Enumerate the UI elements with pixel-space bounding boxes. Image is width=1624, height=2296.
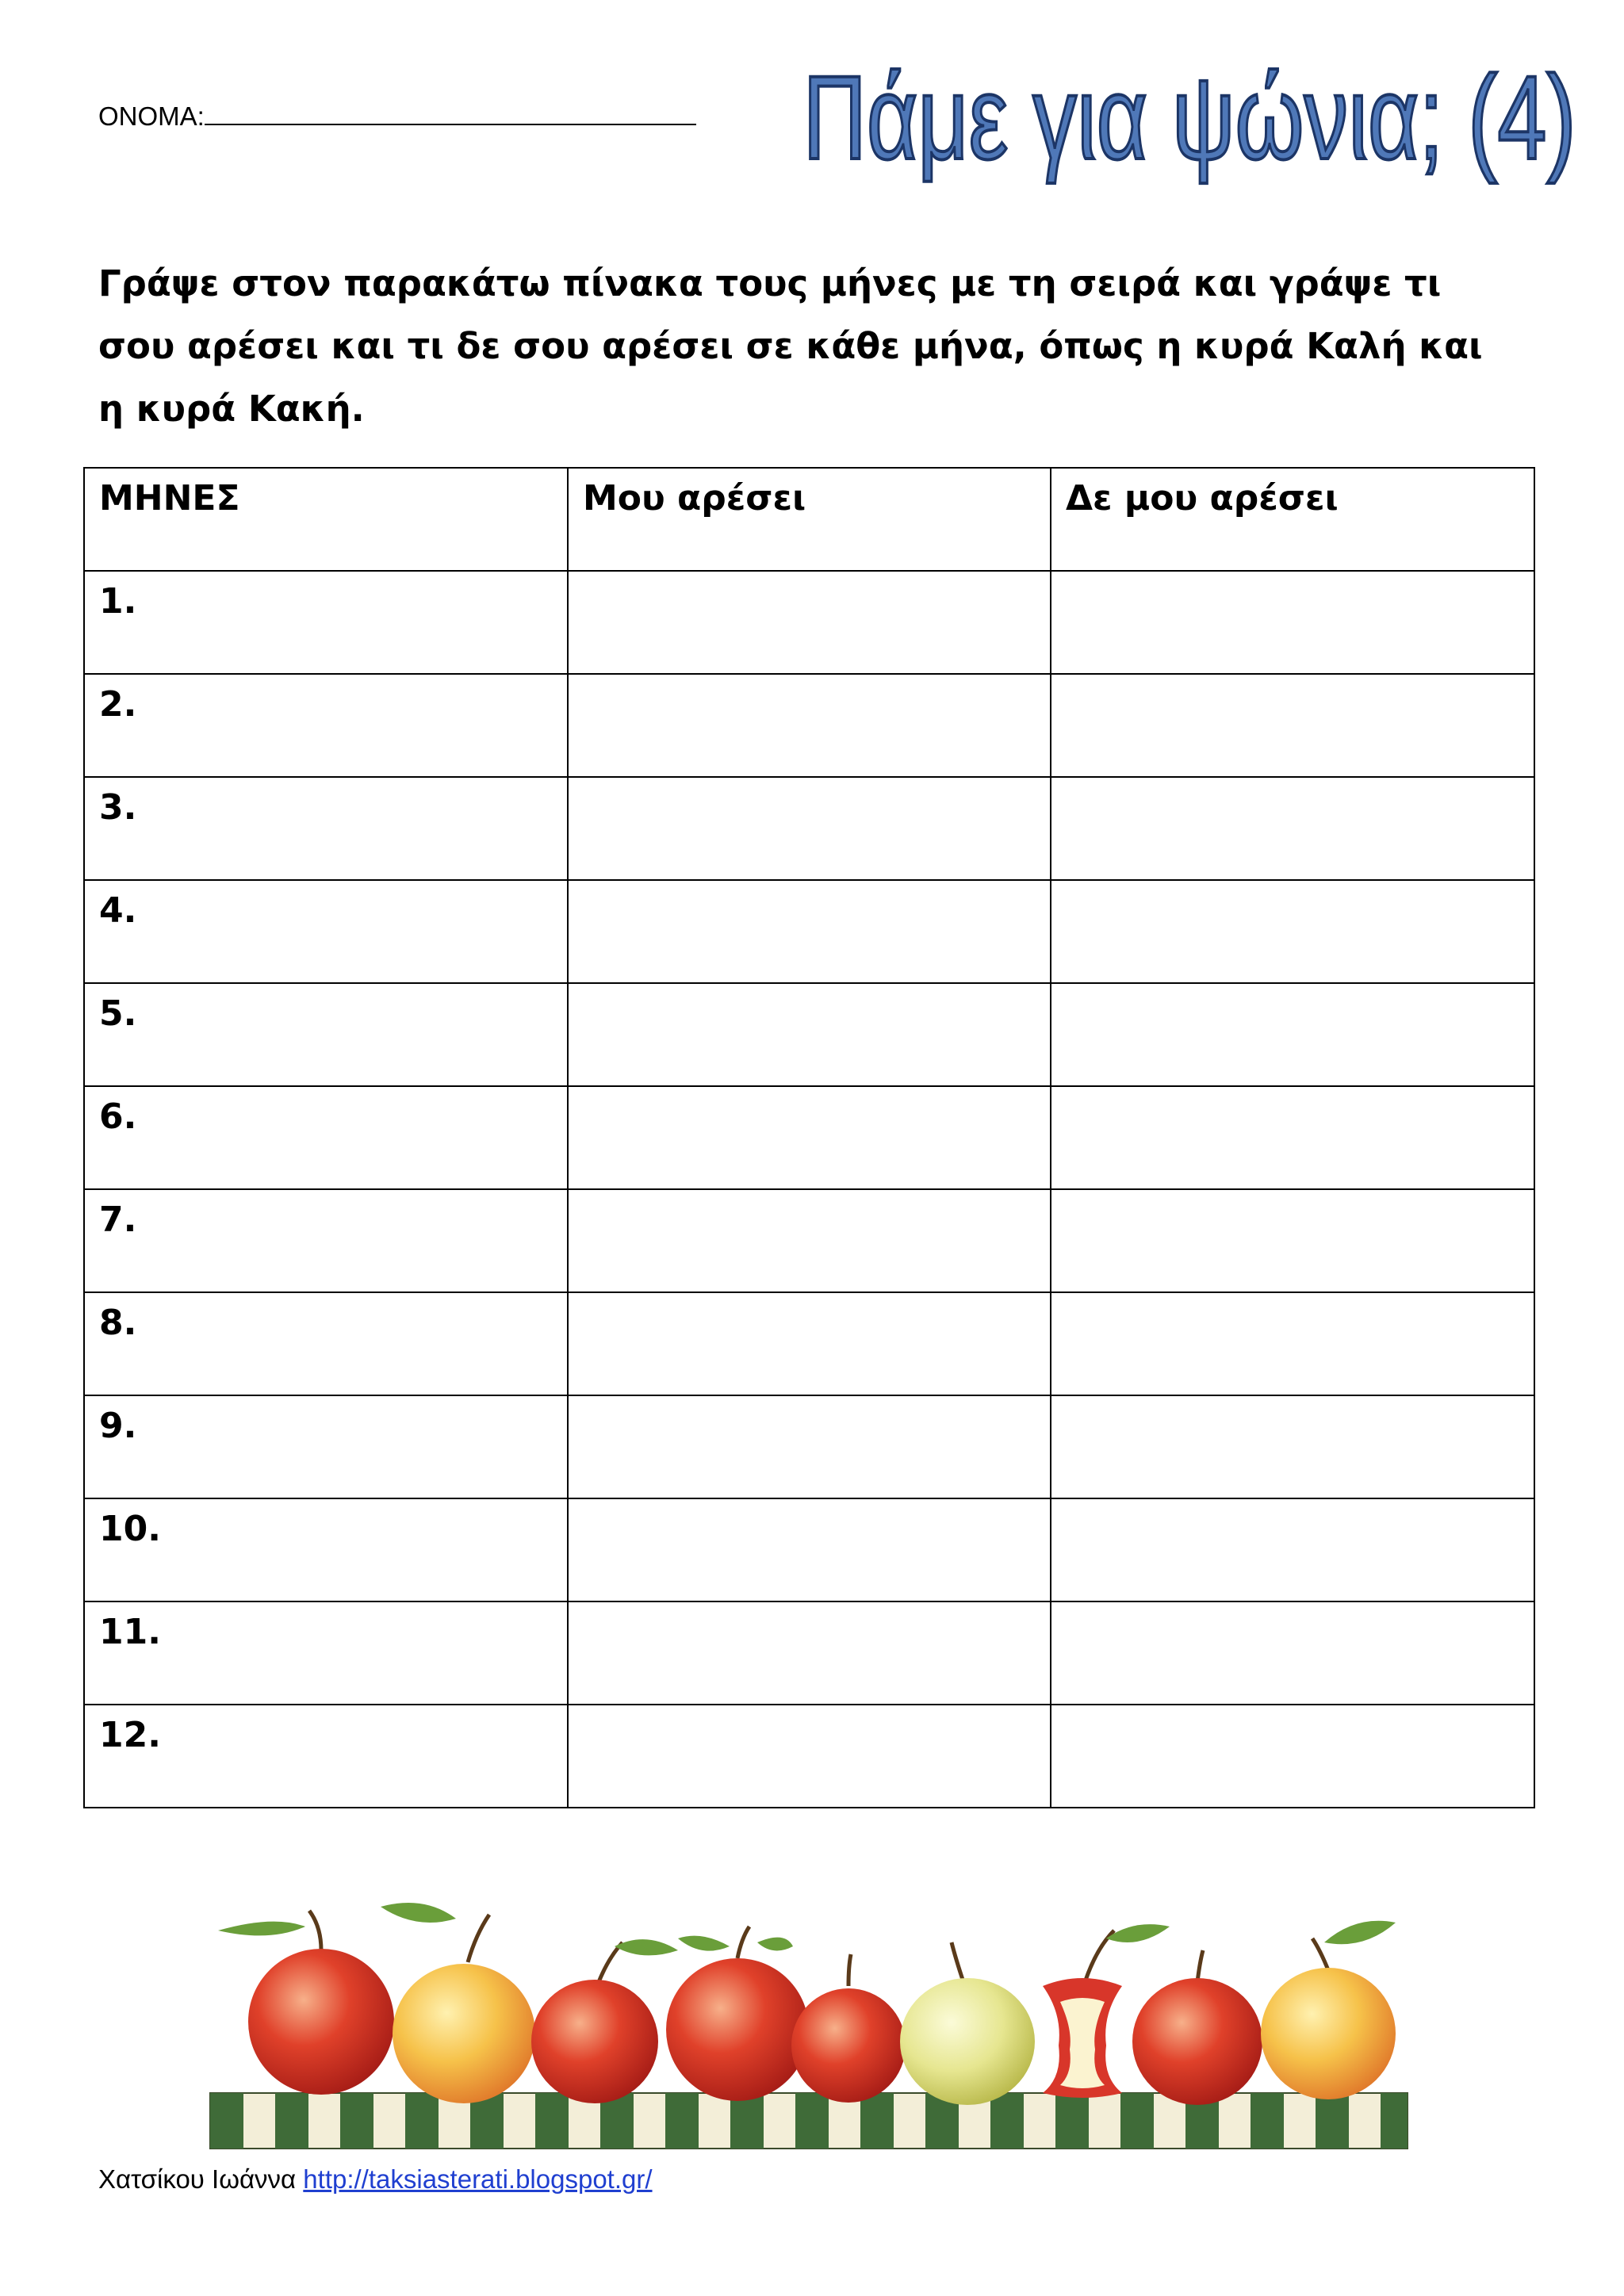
table-row (84, 571, 1534, 674)
footer-credit (98, 2164, 653, 2195)
table-row (84, 1498, 1534, 1601)
like-cell[interactable] (568, 777, 1051, 880)
worksheet-title-text: Πάμε για ψώνια; (4) (802, 51, 1576, 184)
table-row (84, 674, 1534, 777)
month-number-cell[interactable]: 2. (84, 674, 568, 777)
dislike-cell[interactable] (1051, 1086, 1534, 1189)
apples-border-illustration (202, 1895, 1423, 2156)
instructions-text: Γράψε στον παρακάτω πίνακα τους μήνες με τη σειρά και γράψε τι σου αρέσει και τι δε σου αρέσει σε κάθε μήνα, όπως η κυρά Καλή και η κυρά Κακή. (98, 262, 1483, 430)
like-cell[interactable] (568, 983, 1051, 1086)
dislike-cell[interactable] (1051, 1292, 1534, 1395)
dislike-cell[interactable] (1051, 983, 1534, 1086)
dislike-cell[interactable] (1051, 1498, 1534, 1601)
month-number-cell[interactable]: 3. (84, 777, 568, 880)
like-cell[interactable] (568, 571, 1051, 674)
dislike-cell[interactable] (1051, 1601, 1534, 1705)
apple-4-red (666, 1927, 809, 2101)
month-number-cell[interactable]: 11. (84, 1601, 568, 1705)
dislike-cell[interactable] (1051, 1705, 1534, 1808)
name-field-line (98, 101, 696, 132)
name-blank-line[interactable] (205, 103, 696, 125)
like-cell[interactable] (568, 1292, 1051, 1395)
apple-8-yellow (1261, 1921, 1396, 2099)
table-row (84, 1086, 1534, 1189)
month-number-cell[interactable]: 12. (84, 1705, 568, 1808)
month-number-cell[interactable]: 10. (84, 1498, 568, 1601)
month-number-cell[interactable]: 5. (84, 983, 568, 1086)
dislike-cell[interactable] (1051, 674, 1534, 777)
dislike-cell[interactable] (1051, 1189, 1534, 1292)
like-cell[interactable] (568, 880, 1051, 983)
like-cell[interactable] (568, 1086, 1051, 1189)
name-label: ΟΝΟΜΑ: (98, 101, 205, 131)
month-number-cell[interactable]: 4. (84, 880, 568, 983)
apple-1-red (218, 1911, 394, 2095)
table-row (84, 1395, 1534, 1498)
column-header-months: ΜΗΝΕΣ (84, 468, 568, 571)
apple-7-red (1132, 1950, 1262, 2105)
month-number-cell[interactable]: 7. (84, 1189, 568, 1292)
apple-6-green (900, 1942, 1035, 2105)
table-row (84, 880, 1534, 983)
like-cell[interactable] (568, 1189, 1051, 1292)
table-row (84, 1292, 1534, 1395)
column-header-like: Μου αρέσει (568, 468, 1051, 571)
dislike-cell[interactable] (1051, 777, 1534, 880)
apple-5-red (791, 1954, 906, 2103)
dislike-cell[interactable] (1051, 1395, 1534, 1498)
table-row (84, 1189, 1534, 1292)
month-number-cell[interactable]: 6. (84, 1086, 568, 1189)
dislike-cell[interactable] (1051, 571, 1534, 674)
month-number-cell[interactable]: 1. (84, 571, 568, 674)
like-cell[interactable] (568, 1705, 1051, 1808)
column-header-dislike: Δε μου αρέσει (1051, 468, 1534, 571)
table-row (84, 1601, 1534, 1705)
like-cell[interactable] (568, 674, 1051, 777)
like-cell[interactable] (568, 1395, 1051, 1498)
table-header-row (84, 468, 1534, 571)
striped-bar (210, 2093, 1408, 2149)
blog-link[interactable]: http://taksiasterati.blogspot.gr/ (303, 2164, 653, 2194)
like-cell[interactable] (568, 1601, 1051, 1705)
worksheet-title (793, 40, 1586, 190)
apple-3-red (531, 1939, 678, 2103)
table-row (84, 1705, 1534, 1808)
author-name: Χατσίκου Ιωάννα (98, 2164, 297, 2194)
month-number-cell[interactable]: 9. (84, 1395, 568, 1498)
dislike-cell[interactable] (1051, 880, 1534, 983)
table-row (84, 777, 1534, 880)
months-table (83, 467, 1535, 1808)
table-row (84, 983, 1534, 1086)
like-cell[interactable] (568, 1498, 1051, 1601)
apple-2-yellow (381, 1903, 535, 2103)
month-number-cell[interactable]: 8. (84, 1292, 568, 1395)
